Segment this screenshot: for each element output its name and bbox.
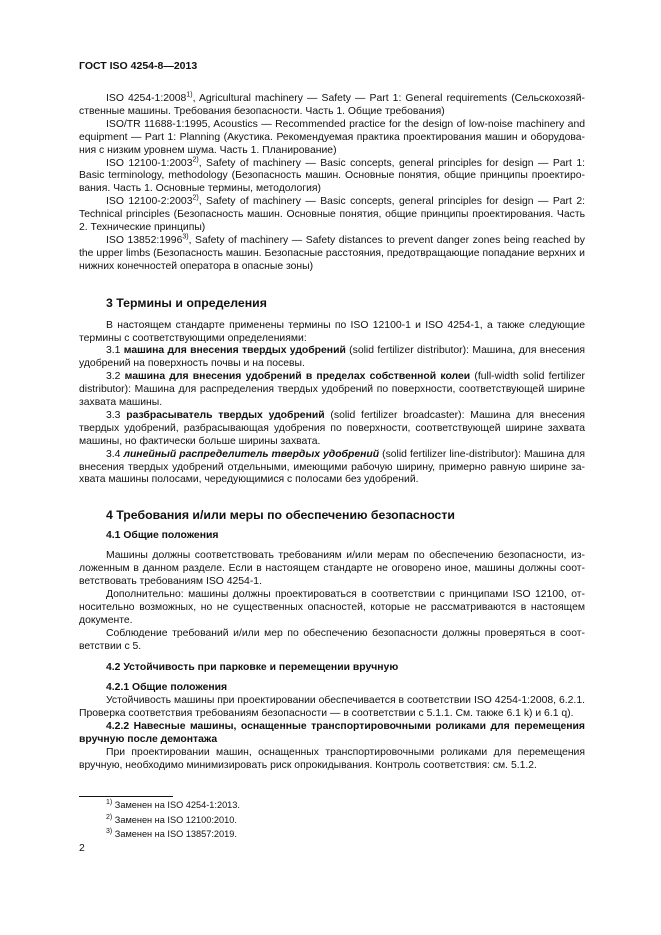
- standard-header: ГОСТ ISO 4254-8—2013: [79, 60, 198, 72]
- reference-item: [79, 235, 585, 274]
- term-name: машина для внесения удобрений в пределах собственной колеи: [124, 371, 471, 383]
- reference-text: , Safety of machinery — Basic concepts, general principles for design — Part 1: Basic terminology, methodology (Безопасность машин. Основные понятия, общие принципы проектирования. Часть 1. Основные термины, методология): [79, 157, 586, 195]
- section-4-heading: 4 Требования и/или меры по обеспечению безопасности: [106, 508, 455, 523]
- term-name: линейный распределитель твердых удобрений: [123, 448, 380, 460]
- subsection-4-1-heading: 4.1 Общие положения: [106, 530, 219, 542]
- reference-item: [79, 119, 585, 158]
- footnote-mark: 1): [106, 798, 113, 806]
- term-definition: [79, 345, 585, 371]
- reference-text: , Safety of machinery — Basic concepts, general principles for design — Part 2: Technical principles (Безопасность машин. Основные понятия, общие принципы проектирования. Часть 2. Технические принципы): [79, 196, 586, 234]
- term-number: 3.4: [106, 448, 121, 460]
- footnotes: [106, 798, 240, 842]
- reference-text: , Safety of machinery — Safety distances to prevent danger zones being reached by the upper limbs (Безопасность машин. Безопасные расстояния, предотвращающие попадание верхних и нижних конечностей оператора в опасные зоны): [79, 234, 585, 272]
- footnote: [106, 813, 240, 828]
- term-definition: [79, 410, 585, 449]
- footnote: [106, 827, 240, 842]
- subsection-4-2-1-heading: 4.2.1 Общие положения: [106, 682, 228, 694]
- reference-text: , Acoustics — Recommended practice for the design of low-noise machinery and equipment — Part 1: Planning (Акустика. Рекомендуемая практика проектирования машин и оборудования с низким уровнем шума. Часть 1. Планирование): [79, 118, 585, 156]
- reference-item: [79, 158, 585, 197]
- page-number: 2: [79, 843, 85, 854]
- term-number: 3.2: [106, 371, 121, 383]
- reference-item: [79, 196, 585, 235]
- footnote-divider: [79, 796, 173, 797]
- footnote-mark: 2): [192, 156, 199, 164]
- reference-number: ISO 4254-1:2008: [106, 93, 187, 104]
- paragraph: Дополнительно: машины должны проектироваться в соответствии с принципами ISO 12100, относительно возможных, но не существенных опасностей, которые не рассматриваются в настоящем документе.: [79, 588, 585, 626]
- footnote-text: Заменен на ISO 4254-1:2013.: [112, 800, 240, 810]
- paragraph: Машины должны соответствовать требованиям и/или мерам по обеспечению безопасности, изложенным в данном разделе. Если в настоящем стандарте не оговорено иное, машины должны соответствовать требованиям ISO 4254-1.: [79, 550, 585, 587]
- term-name: машина для внесения твердых удобрений: [123, 345, 346, 357]
- footnote-mark: 1): [186, 91, 193, 99]
- footnote-mark: 2): [192, 194, 199, 202]
- reference-text: , Agricultural machinery — Safety — Part 1: General requirements (Сельскохозяйственные машины. Требования безопасности. Часть 1. Общие требования): [79, 93, 585, 117]
- term-text: (solid fertilizer distributor): Машина, для внесения удобрений на поверхность почвы и на посевы.: [79, 345, 585, 370]
- subsection-4-2-heading: 4.2 Устойчивость при парковке и перемещении вручную: [106, 662, 399, 674]
- footnote-mark: 2): [106, 813, 113, 821]
- term-number: 3.1: [106, 345, 121, 357]
- footnote-mark: 3): [106, 828, 113, 836]
- footnote: [106, 798, 240, 813]
- paragraph: При проектировании машин, оснащенных транспортировочными роликами для перемещения вручную, необходимо минимизировать риск опрокидывания. Контроль соответствия: см. 5.1.2.: [79, 746, 585, 771]
- term-definition: [79, 371, 585, 410]
- reference-number: ISO 12100-1:2003: [106, 157, 193, 169]
- footnote-mark: 3): [182, 233, 189, 241]
- reference-item: [79, 93, 585, 119]
- section-3-heading: 3 Термины и определения: [106, 295, 267, 310]
- term-text: (solid fertilizer broadcaster): Машина для внесения твердых удобрений, разбрасывающая удобрения по поверхности, соответствующей ширине захвата машины, но фактически больше ширины захвата.: [79, 409, 585, 447]
- term-text: (solid fertilizer line-distributor): Машина для внесения твердых удобрений отдельными, имеющими рабочую ширину, примерно равную ширине захвата машины полосами, чередующимися с полосами без удобрений.: [79, 448, 585, 486]
- paragraph: Устойчивость машины при проектировании обеспечивается в соответствии ISO 4254-1:2008, 6.2.1. Проверка соответствия требованиям безопасности — в соответствии с 5.1.1. См. также 6.1 k) и 6.1 q).: [79, 695, 585, 720]
- footnote-text: Заменен на ISO 13857:2019.: [112, 829, 237, 840]
- term-text: (full-width solid fertilizer distributor): Машина для распределения твердых удобрений по поверхности, соответствующей ширине захвата машины.: [79, 371, 585, 409]
- reference-number: ISO/TR 11688-1:1995: [106, 118, 208, 130]
- section-3-intro: В настоящем стандарте применены термины по ISO 12100-1 и ISO 4254-1, а также следующие термины с соответствующими определениями:: [79, 319, 585, 344]
- term-definition: [79, 449, 585, 488]
- reference-number: ISO 13852:1996: [106, 234, 183, 246]
- term-number: 3.3: [106, 409, 121, 421]
- subsection-4-2-2-heading: 4.2.2 Навесные машины, оснащенные транспортировочными роликами для перемещения вручную после демонтажа: [79, 721, 585, 745]
- term-name: разбрасыватель твердых удобрений: [126, 409, 325, 421]
- footnote-text: Заменен на ISO 12100:2010.: [112, 814, 237, 825]
- paragraph: Соблюдение требований и/или мер по обеспечению безопасности должны проверяться в соответствии с 5.: [79, 627, 585, 652]
- reference-number: ISO 12100-2:2003: [106, 196, 193, 208]
- page-body: [79, 93, 585, 773]
